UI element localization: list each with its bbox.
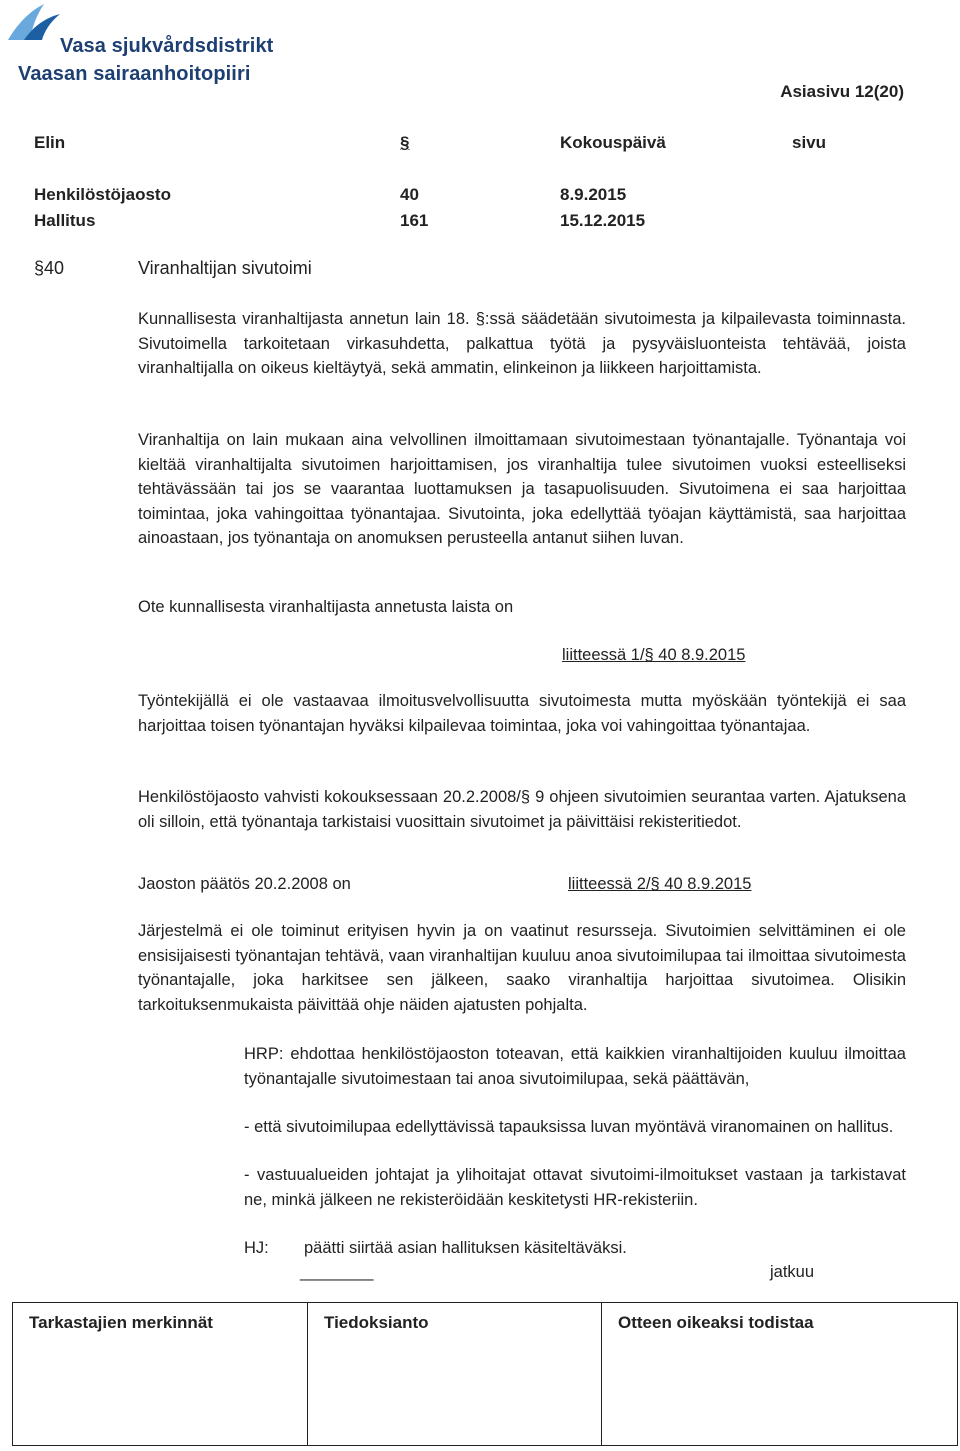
attachment-ref-2[interactable]: liitteessä 2/§ 40 8.9.2015 <box>568 875 752 893</box>
col-elin: Elin <box>34 133 66 152</box>
section-title: Viranhaltijan sivutoimi <box>138 258 312 278</box>
col-section: § <box>400 133 410 152</box>
meta-row-date: 8.9.2015 <box>560 185 627 204</box>
meta-row-num: 40 <box>400 185 419 204</box>
paragraph-3: Ote kunnallisesta viranhaltijasta annetusta laista on <box>138 598 514 616</box>
proposal-hrp <box>244 1042 906 1091</box>
continues-label: jatkuu <box>770 1263 815 1281</box>
hrp-label: HRP: <box>244 1045 284 1063</box>
org-name-sv: Vasa sjukvårdsdistrikt <box>60 35 274 57</box>
separator-line: ________ <box>300 1263 374 1281</box>
meta-row-body: Hallitus <box>34 211 96 230</box>
paragraph-1: Kunnallisesta viranhaltijasta annetun lain 18. §:ssä säädetään sivutoimesta ja kilpailevasta toiminnasta. Sivutoimella tarkoitetaan virkasuhdetta, palkattua työtä ja pysyväisluonteista tehtävää, joista viranhaltijalla on oikeus kieltäytyä, sekä ammatin, elinkeinon ja liikkeen harjoittamista. <box>138 310 906 377</box>
section-symbol: § <box>34 258 45 278</box>
footer-cell-reviewers <box>13 1303 307 1445</box>
attachment-ref-1[interactable]: liitteessä 1/§ 40 8.9.2015 <box>562 646 746 664</box>
paragraph-2: Viranhaltija on lain mukaan aina velvollinen ilmoittamaan sivutoimestaan työnantajalle. Työnantaja voi kieltää viranhaltijalta sivutoimen harjoittamisen, jos viranhaltija tulee sivutoimen vuoksi esteelliseksi tehtävässään tai jos se vaarantaa luottamuksen ja tasapuolisuuden. Sivutoimena ei saa harjoittaa toimintaa, joka vahingoittaa työnantajaa. Sivutointa, joka edellyttää työajan käyttämistä, saa harjoittaa ainoastaan, jos työnantaja on anomuksen perusteella antanut siihen luvan. <box>138 431 906 547</box>
paragraph-5: Henkilöstöjaosto vahvisti kokouksessaan 20.2.2008/§ 9 ohjeen sivutoimien seurantaa varten. Ajatuksena oli silloin, että työnantaja tarkistaisi vuosittain sivutoimet ja päivittäisi rekisteritiedot. <box>138 788 906 831</box>
proposal-bullet-2: - vastuualueiden johtajat ja ylihoitajat ottavat sivutoimi-ilmoitukset vastaan ja tarkistavat ne, minkä jälkeen ne rekisteröidään keskitetysti HR-rekisteriin. <box>244 1166 906 1209</box>
footer-table <box>12 1302 958 1446</box>
meta-row-num: 161 <box>400 211 429 230</box>
section-number: 40 <box>44 258 65 278</box>
footer-col-reviewers: Tarkastajien merkinnät <box>29 1313 213 1332</box>
hrp-text: ehdottaa henkilöstöjaoston toteavan, että kaikkien viranhaltijoiden kuuluu ilmoittaa työnantajalle sivutoimestaan tai anoa sivutoimilupaa, sekä päättävän, <box>244 1045 906 1088</box>
paragraph-7: Järjestelmä ei ole toiminut erityisen hyvin ja on vaatinut resursseja. Sivutoimien selvittäminen ei ole ensisijaisesti työnantajan tehtävä, vaan viranhaltijan kuuluu anoa sivutoimilupaa tai ilmoittaa sivutoimesta työnantajalle, joka harkitsee sen jälkeen, saako viranhaltija harjoittaa sivutoimea. Olisikin tarkoituksenmukaista päivittää ohje näiden ajatusten pohjalta. <box>138 922 906 1014</box>
col-page: sivu <box>792 133 827 152</box>
hj-text: päätti siirtää asian hallituksen käsiteltäväksi. <box>304 1239 627 1257</box>
footer-cell-notice <box>307 1303 602 1445</box>
meta-row-date: 15.12.2015 <box>560 211 646 230</box>
meta-row-body: Henkilöstöjaosto <box>34 185 171 204</box>
logo-icon <box>6 2 62 42</box>
section-heading <box>34 256 64 281</box>
paragraph-6: Jaoston päätös 20.2.2008 on <box>138 875 351 893</box>
paragraph-4: Työntekijällä ei ole vastaavaa ilmoitusvelvollisuutta sivutoimesta mutta myöskään työntekijä ei saa harjoittaa toisen työnantajan hyväksi kilpailevaa toimintaa, joka voi vahingoittaa työnantajaa. <box>138 692 906 735</box>
proposal-bullet-1: - että sivutoimilupaa edellyttävissä tapauksissa luvan myöntävä viranomainen on hallitus. <box>244 1118 894 1136</box>
page-number: Asiasivu 12(20) <box>780 82 904 101</box>
col-date: Kokouspäivä <box>560 133 666 152</box>
org-name-fi: Vaasan sairaanhoitopiiri <box>18 63 251 85</box>
footer-col-certify: Otteen oikeaksi todistaa <box>618 1313 814 1332</box>
footer-cell-certify <box>601 1303 957 1445</box>
hj-label: HJ: <box>244 1239 269 1257</box>
footer-col-notice: Tiedoksianto <box>324 1313 429 1332</box>
